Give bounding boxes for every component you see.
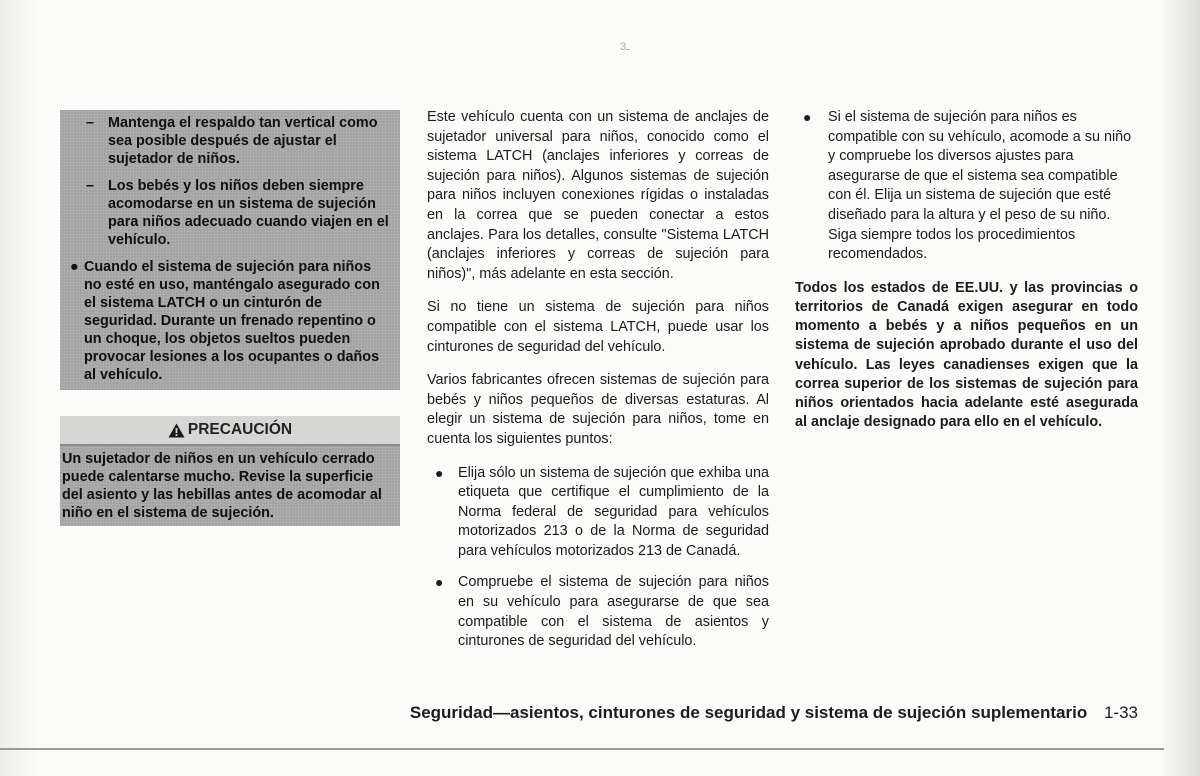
bullet-dot: ●: [803, 109, 812, 125]
section-title: Seguridad—asientos, cinturones de seguridad y sistema de sujeción suplementario: [409, 703, 1088, 722]
dash-marker: –: [86, 178, 95, 194]
warning-triangle-icon: [168, 423, 185, 438]
list-item-text: Compruebe el sistema de sujeción para niños en su vehículo para asegurarse de que sea compatible con el sistema de asientos y cinturones de seguridad del vehículo.: [458, 574, 769, 650]
list-item-text: Si el sistema de sujeción para niños es compatible con su vehículo, acomode a su niño y compruebe los diversos ajustes para asegurarse de que el sistema sea compatible con él. Elija un sistema de sujeción que esté diseñado para la altura y el peso de su niño. Siga siempre todos los procedimientos recomendados.: [828, 109, 1132, 263]
middle-column: [427, 108, 769, 664]
bottom-rule: [0, 748, 1164, 750]
page-edge-left: [0, 0, 40, 776]
list-item: [427, 573, 769, 651]
list-item: [427, 464, 769, 562]
caution-title: PRECAUCIÓN: [187, 421, 293, 438]
warning-bullet-text: Cuando el sistema de sujeción para niños no esté en uso, manténgalo asegurado con el sistema LATCH o un cinturón de seguridad. Durante un frenado repentino o un choque, los objetos sueltos pueden provocar lesiones a los ocupantes o daños al vehículo.: [84, 259, 380, 383]
caution-body: Un sujetador de niños en un vehículo cerrado puede calentarse mucho. Revise la superficie del asiento y las hebillas antes de acomodar al niño en el sistema de sujeción.: [60, 446, 400, 526]
warning-text: Los bebés y los niños deben siempre acomodarse en un sistema de sujeción para niños adecuado cuando viajen en el vehículo.: [108, 178, 389, 248]
page-number: 1-33: [1103, 703, 1138, 722]
paragraph: Varios fabricantes ofrecen sistemas de sujeción para bebés y niños pequeños de diversas estaturas. Al elegir un sistema de sujeción para niños, tome en cuenta los siguientes puntos:: [427, 372, 769, 447]
legal-notice: Todos los estados de EE.UU. y las provincias o territorios de Canadá exigen asegurar en todo momento a bebés y a niños pequeños en un sistema de sujeción aprobado durante el uso del vehículo. Las leyes canadienses exigen que la correa superior de los sistemas de sujeción para niños orientados hacia adelante esté asegurada al anclaje designado para ello en el vehículo.: [795, 279, 1138, 431]
warning-box: [60, 110, 400, 390]
list-item: [795, 108, 1138, 265]
warning-text: Mantenga el respaldo tan vertical como sea posible después de ajustar el sujetador de niños.: [108, 115, 378, 167]
bullet-dot: ●: [435, 574, 444, 591]
page-edge-right: [1164, 0, 1200, 776]
warning-item: [68, 114, 392, 168]
bullet-dot: ●: [70, 259, 79, 275]
warning-bullet: [68, 258, 392, 384]
paragraph: Este vehículo cuenta con un sistema de anclajes de sujetador universal para niños, conocido como el sistema LATCH (anclajes inferiores y correas de sujeción para niños). Algunos sistemas de sujeción para niños incluyen conexiones rígidas o instaladas en la correa que se pueden conectar a estos anclajes. Para los detalles, consulte "Sistema LATCH (anclajes inferiores y correas de sujeción para niños)", más adelante en esta sección.: [427, 109, 769, 282]
caution-header: [60, 416, 400, 446]
dash-marker: –: [86, 115, 95, 131]
paragraph: Si no tiene un sistema de sujeción para niños compatible con el sistema LATCH, puede usar los cinturones de seguridad del vehículo.: [427, 299, 769, 355]
list-item-text: Elija sólo un sistema de sujeción que exhiba una etiqueta que certifique el cumplimiento de la Norma federal de seguridad para vehículos motorizados 213 o de la Norma de seguridad para vehículos motorizados 213 de Canadá.: [458, 464, 769, 559]
left-column: [60, 110, 400, 526]
warning-item: [68, 177, 392, 249]
page-footer: [410, 703, 1138, 723]
right-column: [795, 108, 1138, 432]
bullet-dot: ●: [435, 464, 444, 481]
top-mark: ـ3: [620, 41, 630, 53]
